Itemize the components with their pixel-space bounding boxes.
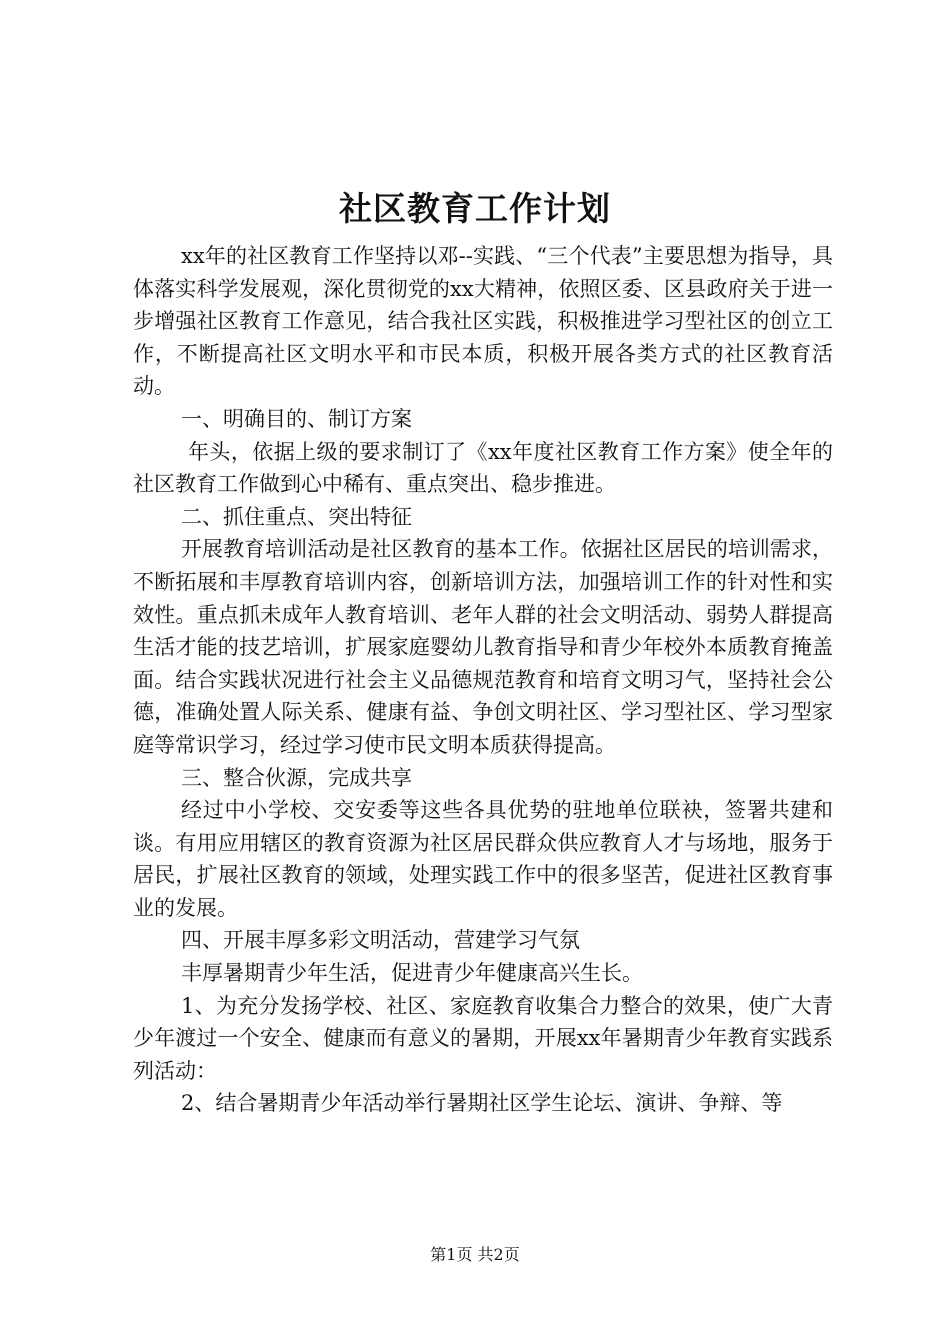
list-item-2: 2、结合暑期青少年活动举行暑期社区学生论坛、演讲、争辩、等 [181,1091,783,1116]
page-footer: 第1页 共2页 [430,1245,520,1264]
section-heading-4: 四、开展丰厚多彩文明活动，营建学习气氛 [181,928,580,953]
document-body [133,240,833,1120]
document-title: 社区教育工作计划 [339,189,611,228]
paragraph-section-3: 经过中小学校、交安委等这些各具优势的驻地单位联袂，签署共建和谈。有用应用辖区的教育资源为社区居民群众供应教育人才与场地，服务于居民，扩展社区教育的领域，处理实践工作中的很多坚苦，促进社区教育事业的发展。 [133,798,833,920]
intro-paragraph: xx年的社区教育工作坚持以邓--实践、“三个代表”主要思想为指导，具体落实科学发展观，深化贯彻党的xx大精神，依照区委、区县政府关于进一步增强社区教育工作意见，结合我社区实践，积极推进学习型社区的创立工作，不断提高社区文明水平和市民本质，积极开展各类方式的社区教育活动。 [133,244,833,399]
section-heading-2: 二、抓住重点、突出特征 [181,504,412,529]
list-item-1: 1、为充分发扬学校、社区、家庭教育收集合力整合的效果，使广大青少年渡过一个安全、健康而有意义的暑期，开展xx年暑期青少年教育实践系列活动： [133,993,833,1083]
paragraph-section-2: 开展教育培训活动是社区教育的基本工作。依据社区居民的培训需求，不断拓展和丰厚教育培训内容，创新培训方法，加强培训工作的针对性和实效性。重点抓未成年人教育培训、老年人群的社会文明活动、弱势人群提高生活才能的技艺培训，扩展家庭婴幼儿教育指导和青少年校外本质教育掩盖面。结合实践状况进行社会主义品德规范教育和培育文明习气，坚持社会公德，准确处置人际关系、健康有益、争创文明社区、学习型社区、学习型家庭等常识学习，经过学习使市民文明本质获得提高。 [133,537,833,757]
section-heading-3: 三、整合伙源，完成共享 [181,765,412,790]
paragraph-section-1: 年头，依据上级的要求制订了《xx年度社区教育工作方案》使全年的社区教育工作做到心中稀有、重点突出、稳步推进。 [133,439,833,497]
paragraph-section-4: 丰厚暑期青少年生活，促进青少年健康高兴生长。 [181,961,643,986]
section-heading-1: 一、明确目的、制订方案 [181,406,412,431]
